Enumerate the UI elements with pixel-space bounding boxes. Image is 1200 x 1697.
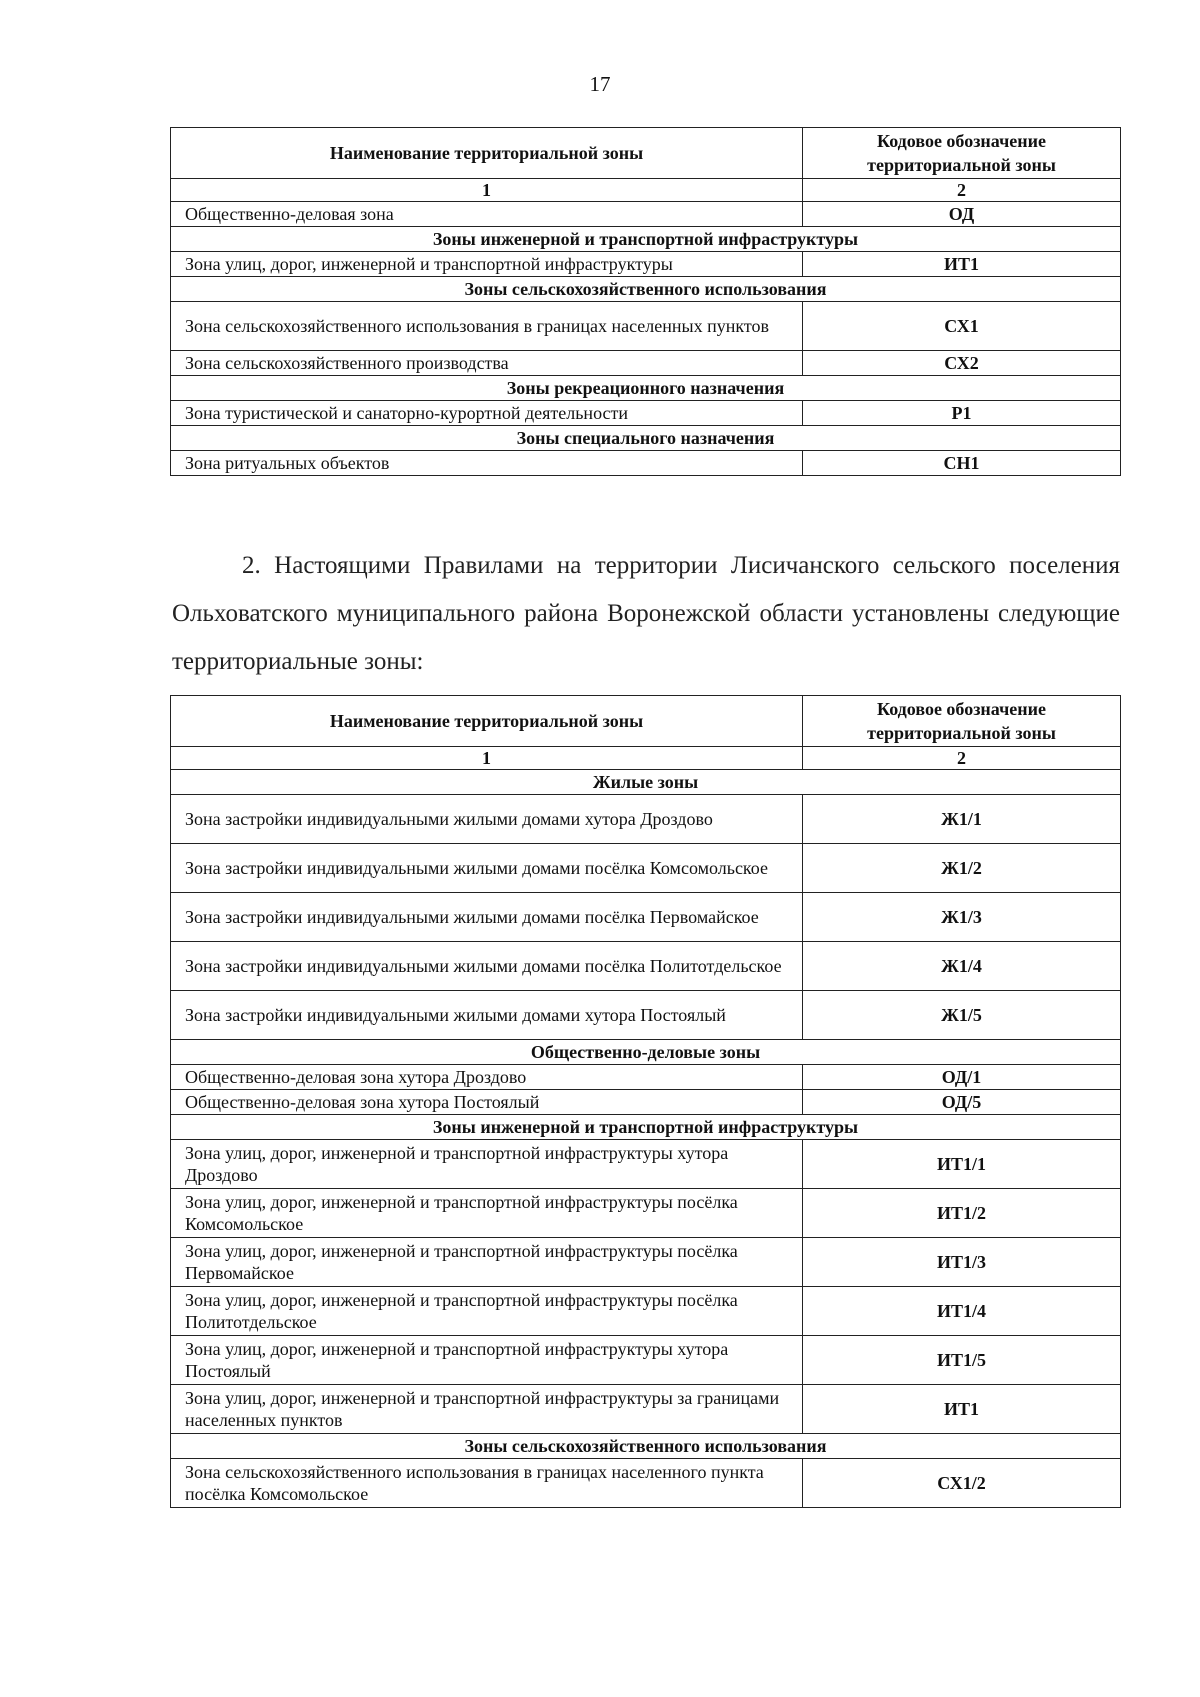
table-row [171, 252, 1121, 277]
column-number-2: 2 [803, 747, 1121, 770]
table-header-row [171, 696, 1121, 747]
table-row [171, 1238, 1121, 1287]
table-row [171, 1287, 1121, 1336]
header-zone-code: Кодовое обозначение территориальной зоны [803, 128, 1121, 179]
section-row [171, 1434, 1121, 1459]
zone-name: Зона ритуальных объектов [171, 451, 803, 476]
zone-name: Зона улиц, дорог, инженерной и транспортной инфраструктуры хутора Дроздово [171, 1140, 803, 1189]
zone-name: Зона застройки индивидуальными жилыми домами хутора Дроздово [171, 795, 803, 844]
zone-code: Ж1/3 [803, 893, 1121, 942]
zone-code: СХ2 [803, 351, 1121, 376]
header-zone-name: Наименование территориальной зоны [171, 696, 803, 747]
table-row [171, 1189, 1121, 1238]
section-title: Зоны инженерной и транспортной инфраструктуры [171, 227, 1121, 252]
table-row [171, 351, 1121, 376]
zone-name: Зона застройки индивидуальными жилыми домами посёлка Первомайское [171, 893, 803, 942]
column-number-1: 1 [171, 747, 803, 770]
zone-code: СХ1 [803, 302, 1121, 351]
paragraph: 2. Настоящими Правилами на территории Лисичанского сельского поселения Ольховатского муниципального района Воронежской области установлены следующие территориальные зоны: [172, 552, 1120, 675]
section-row [171, 770, 1121, 795]
zone-name: Зона застройки индивидуальными жилыми домами посёлка Комсомольское [171, 844, 803, 893]
table-row [171, 1090, 1121, 1115]
section-title: Зоны сельскохозяйственного использования [171, 277, 1121, 302]
page-number: 17 [589, 72, 611, 96]
zone-code: СН1 [803, 451, 1121, 476]
zone-code: ИТ1/5 [803, 1336, 1121, 1385]
zone-name: Общественно-деловая зона хутора Постоялый [171, 1090, 803, 1115]
zone-name: Зона застройки индивидуальными жилыми домами посёлка Политотдельское [171, 942, 803, 991]
table-row [171, 795, 1121, 844]
zone-name: Зона застройки индивидуальными жилыми домами хутора Постоялый [171, 991, 803, 1040]
table-row [171, 302, 1121, 351]
zone-code: ИТ1/3 [803, 1238, 1121, 1287]
column-number-1: 1 [171, 179, 803, 202]
zone-code: ИТ1/2 [803, 1189, 1121, 1238]
zone-code: ОД [803, 202, 1121, 227]
zone-name: Зона улиц, дорог, инженерной и транспортной инфраструктуры за границами населенных пунктов [171, 1385, 803, 1434]
column-number-row [171, 747, 1121, 770]
zone-code: ИТ1/4 [803, 1287, 1121, 1336]
zone-name: Зона улиц, дорог, инженерной и транспортной инфраструктуры хутора Постоялый [171, 1336, 803, 1385]
table-row [171, 451, 1121, 476]
column-number-row [171, 179, 1121, 202]
zone-code: ОД/1 [803, 1065, 1121, 1090]
header-zone-code: Кодовое обозначение территориальной зоны [803, 696, 1121, 747]
zone-code: ИТ1 [803, 252, 1121, 277]
section-title: Зоны рекреационного назначения [171, 376, 1121, 401]
header-zone-name: Наименование территориальной зоны [171, 128, 803, 179]
paragraph-text [172, 542, 1120, 686]
zone-code: Ж1/4 [803, 942, 1121, 991]
zone-name: Зона сельскохозяйственного использования в границах населенного пункта посёлка Комсомольское [171, 1459, 803, 1508]
section-title: Жилые зоны [171, 770, 1121, 795]
zones-table-1 [170, 127, 1121, 476]
table-row [171, 1385, 1121, 1434]
section-row [171, 1115, 1121, 1140]
zone-code: Ж1/5 [803, 991, 1121, 1040]
zone-code: Ж1/1 [803, 795, 1121, 844]
zone-name: Зона сельскохозяйственного производства [171, 351, 803, 376]
zone-code: Ж1/2 [803, 844, 1121, 893]
section-title: Общественно-деловые зоны [171, 1040, 1121, 1065]
table-row [171, 202, 1121, 227]
zone-name: Зона сельскохозяйственного использования в границах населенных пунктов [171, 302, 803, 351]
section-row [171, 426, 1121, 451]
section-title: Зоны специального назначения [171, 426, 1121, 451]
zones-table-2 [170, 695, 1121, 1508]
section-title: Зоны сельскохозяйственного использования [171, 1434, 1121, 1459]
zone-name: Общественно-деловая зона хутора Дроздово [171, 1065, 803, 1090]
zone-name: Зона улиц, дорог, инженерной и транспортной инфраструктуры посёлка Комсомольское [171, 1189, 803, 1238]
zone-code: ИТ1 [803, 1385, 1121, 1434]
section-row [171, 1040, 1121, 1065]
table-row [171, 844, 1121, 893]
section-row [171, 227, 1121, 252]
table-header-row [171, 128, 1121, 179]
table-row [171, 1065, 1121, 1090]
table-row [171, 991, 1121, 1040]
table-row [171, 942, 1121, 991]
zone-code: ИТ1/1 [803, 1140, 1121, 1189]
table-row [171, 1459, 1121, 1508]
zone-code: Р1 [803, 401, 1121, 426]
zone-code: ОД/5 [803, 1090, 1121, 1115]
table-row [171, 1140, 1121, 1189]
zone-name: Зона улиц, дорог, инженерной и транспортной инфраструктуры посёлка Первомайское [171, 1238, 803, 1287]
column-number-2: 2 [803, 179, 1121, 202]
table-row [171, 893, 1121, 942]
table-row [171, 401, 1121, 426]
section-row [171, 277, 1121, 302]
zone-name: Зона улиц, дорог, инженерной и транспортной инфраструктуры посёлка Политотдельское [171, 1287, 803, 1336]
zone-code: СХ1/2 [803, 1459, 1121, 1508]
section-title: Зоны инженерной и транспортной инфраструктуры [171, 1115, 1121, 1140]
zone-name: Зона улиц, дорог, инженерной и транспортной инфраструктуры [171, 252, 803, 277]
section-row [171, 376, 1121, 401]
table-row [171, 1336, 1121, 1385]
zone-name: Зона туристической и санаторно-курортной деятельности [171, 401, 803, 426]
zone-name: Общественно-деловая зона [171, 202, 803, 227]
